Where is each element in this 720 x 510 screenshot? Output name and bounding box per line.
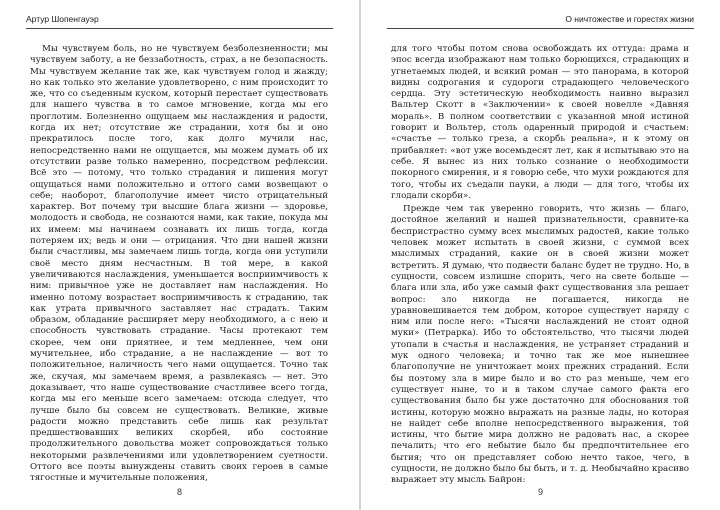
paragraph: для того чтобы потом снова освобождать их оттуда: драма и эпос всегда изображают нам только борющихся, страдающих и угнетаемых людей, и всякий роман — это панорама, в которой видны содрогания и судороги страдающего человеческого сердца. Эту эстетическую необходимость наивно выразил Вальтер Скотт в «Заключении» к своей новелле «Давняя мораль». В полном соответствии с указанной мной истиной говорит и Вольтер, столь одаренный природой и счастьем: «счастье — только греза, а скорбь реальна», и к этому он прибавляет: «вот уже восемьдесят лет, как я испытываю это на себе. Я вынес из них только сознание о необходимости покорного смирения, и я говорю себе, что мухи рождаются для того, чтобы их съедали пауки, а люди — для того, чтобы их глодали скорби». <box>391 44 689 201</box>
running-head-author: Артур Шопенгауэр <box>26 14 99 24</box>
running-head-title: О ничтожестве и горестях жизни <box>565 14 694 24</box>
page-number: 8 <box>176 487 182 497</box>
left-page-body <box>30 44 328 485</box>
right-page <box>361 0 720 510</box>
header-rule <box>26 28 333 29</box>
left-page <box>0 0 359 510</box>
paragraph: Прежде чем так уверенно говорить, что жизнь — благо, достойное желаний и нашей признательности, сравните-ка беспристрастно сумму всех мыслимых радостей, какие только человек может испытать в своей жизни, с суммой всех мыслимых страданий, какие он в своей жизни может встретить. Я думаю, что подвести баланс будет не трудно. Но, в сущности, совсем излишне спорить, чего на свете больше — блага или зла, ибо уже самый факт существования зла решает вопрос: зло никогда не погашается, никогда не уравновешивается тем добром, которое существует наряду с ним или после него: «Тысячи наслаждений не стоят одной муки» (Петрарка). Ибо то обстоятельство, что тысячи людей утопали в счастья и наслаждения, не устраняет страданий и мук одного человека; и точно так же мое нынешнее благополучие не уничтожает моих прежних страданий. Если бы поэтому зла в мире было и во сто раз меньше, чем его существует ныне, то и в таком случае самого факта его существования было бы уже достаточно для обоснования той истины, которую можно выражать на разные лады, но которая не найдет себе вполне непосредственного выражения, той истины, что бытие мира должно не радовать нас, а скорее печалить; что его небытие было бы предпочтительнее его бытия; что он представляет собою нечто такое, чего, в сущности, не должно было бы быть, и т. д. Необычайно красиво выражает эту мысль Байрон: <box>391 204 689 486</box>
right-page-body <box>391 44 689 487</box>
page-number: 9 <box>537 487 543 497</box>
header-rule <box>387 28 694 29</box>
paragraph: Мы чувствуем боль, но не чувствуем безболезненности; мы чувствуем заботу, а не беззаботность, страх, а не безопасность. Мы чувствуем желание так же, как чувствуем голод и жажду; но как только это желание удовлетворено, с ним происходит то же, что со съеденным куском, который перестает существовать для нашего чувства в то самое мгновение, когда мы его проглотим. Болезненно ощущаем мы наслаждения и радости, когда их нет; отсутствие же страдании, хотя бы и оно прекратилось после того, как долго мучили нас, непосредственно нами не ощущается, мы можем думать об их отсутствии разве только намеренно, посредством рефлексии. Всё это — потому, что только страдания и лишения могут ощущаться нами положительно и оттого сами возвещают о себе; наоборот, благополучие имеет чисто отрицательный характер. Вот почему три высшие блага жизни — здоровье, молодость и свобода, не сознаются нами, как такие, покуда мы их имеем: мы начинаем сознавать их лишь тогда, когда потеряем их; ведь и они — отрицания. Что дни нашей жизни были счастливы, мы замечаем лишь тогда, когда они уступили своё место дням несчастным. В той мере, в какой увеличиваются наслаждения, уменьшается восприимчивость к ним: привычное уже не доставляет нам наслаждения. Но именно потому возрастает восприимчивость к страданию, так как утрата привычного заставляет нас страдать. Таким образом, обладание расширяет меру необходимого, а с нею и способность чувствовать страдание. Часы протекают тем скорее, чем они приятнее, и тем медленнее, чем они мучительнее, ибо страдание, а не наслаждение — вот то положительное, наличность чего нами ощущается. Точно так же, скучая, мы замечаем время, а развлекаясь — нет. Это доказывает, что наше существование счастливее всего тогда, когда мы его меньше всего замечаем: отсюда следует, что лучше было бы совсем не существовать. Великие, живые радости можно представить себе лишь как результат предшествовавших великих скорбей, ибо состояние продолжительного довольства может сопровождаться только некоторыми развлечениями или удовлетворением суетности. Оттого все поэты вынуждены ставить своих героев в самые тягостные и мучительные положения, <box>30 44 328 484</box>
